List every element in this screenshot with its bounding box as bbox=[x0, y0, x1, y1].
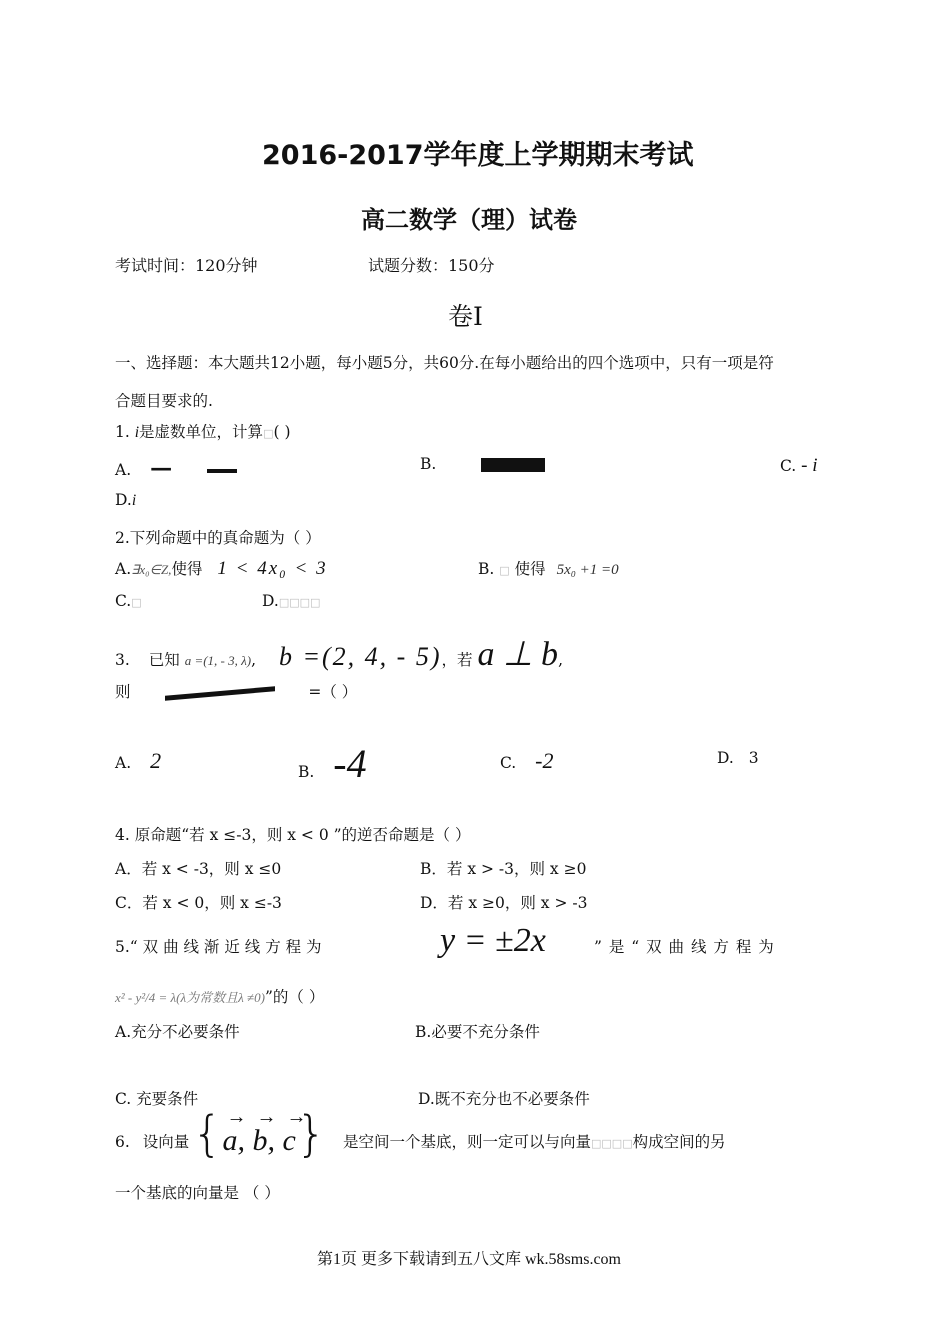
question-5-post: ” 是 “ 双 曲 线 方 程 为 bbox=[594, 938, 775, 956]
q6-right-brace: } bbox=[295, 1106, 327, 1162]
q1-number: 1. bbox=[115, 423, 130, 441]
q3-c-label: C. bbox=[500, 754, 517, 772]
q2-d-label: D. bbox=[262, 592, 279, 610]
q2-option-d bbox=[262, 592, 320, 610]
q4-option-b: B．若 x > -3，则 x ≥0 bbox=[420, 860, 587, 878]
q5-option-d: D.既不充分也不必要条件 bbox=[418, 1090, 590, 1108]
q2-b-mid: 使得 bbox=[514, 560, 546, 578]
q6-comma: , bbox=[237, 1124, 253, 1157]
q3-eq: =（ ） bbox=[308, 683, 358, 701]
q1-d-value: i bbox=[131, 492, 137, 509]
question-1-stem bbox=[115, 420, 291, 442]
q3-then bbox=[115, 680, 357, 702]
q3-tail: , bbox=[558, 651, 563, 669]
q6-set-pre: 设向量 bbox=[142, 1133, 190, 1151]
q5-line2 bbox=[115, 985, 324, 1007]
q5-tail: ”的（ ） bbox=[264, 988, 325, 1006]
q3-option-d bbox=[717, 749, 759, 767]
q3-number: 3. bbox=[115, 651, 130, 669]
q3-then-text: 则 bbox=[115, 683, 131, 701]
formula-placeholder: □ bbox=[131, 596, 142, 609]
q1-d-label: D. bbox=[115, 491, 132, 509]
q2-option-b bbox=[478, 557, 619, 579]
q2-a-pre: ∃x₀∈Z, bbox=[131, 562, 172, 577]
formula-placeholder: □□□□ bbox=[278, 596, 321, 609]
q1-text: 是虚数单位，计算 bbox=[139, 423, 264, 441]
question-4-stem: 4. 原命题“若 x ≤-3，则 x < 0 ”的逆否命题是（ ） bbox=[115, 826, 471, 844]
q2-option-a bbox=[115, 557, 328, 580]
q4-option-d: D．若 x ≥0，则 x > -3 bbox=[420, 894, 588, 912]
q6-line2: 一个基底的向量是 （ ） bbox=[115, 1184, 280, 1202]
q3-b-value: -4 bbox=[333, 741, 367, 786]
exam-title: 2016-2017学年度上学期期末考试 bbox=[262, 140, 694, 171]
q5-equation: y = ±2x bbox=[440, 922, 546, 959]
q3-a-vector: a =(1, - 3, λ) bbox=[184, 653, 252, 668]
q2-c-label: C. bbox=[115, 592, 132, 610]
q2-b-eq: 5x₀ +1 =0 bbox=[556, 562, 619, 578]
exam-time: 考试时间：120分钟 bbox=[115, 256, 258, 275]
q1-option-a bbox=[115, 455, 237, 481]
q6-comma: , bbox=[267, 1124, 283, 1157]
q3-option-a bbox=[115, 748, 161, 774]
q6-vector-a: → a bbox=[223, 1124, 238, 1158]
q3-known: 已知 bbox=[148, 651, 180, 669]
q1-option-c bbox=[780, 455, 818, 477]
formula-placeholder: □ bbox=[499, 564, 510, 577]
q2-a-label: A. bbox=[115, 560, 132, 578]
q6-vector-b: → b bbox=[253, 1124, 268, 1158]
q6-mid-text: 是空间一个基底，则一定可以与向量 bbox=[343, 1133, 592, 1151]
section-instructions-line2: 合题目要求的. bbox=[115, 392, 213, 410]
q2-a-ineq: 1 < 4x₀ < 3 bbox=[217, 558, 328, 579]
question-2-stem: 2.下列命题中的真命题为（ ） bbox=[115, 529, 321, 547]
question-3-stem bbox=[115, 634, 563, 674]
q5-option-c: C. 充要条件 bbox=[115, 1090, 199, 1108]
q3-b-label: B. bbox=[298, 763, 315, 781]
q4-option-c: C．若 x < 0，则 x ≤-3 bbox=[115, 894, 282, 912]
q3-formula-blot bbox=[165, 686, 275, 701]
q3-b-vector: b =(2, 4, - 5) bbox=[278, 642, 442, 671]
q5-option-b: B.必要不充分条件 bbox=[415, 1023, 540, 1041]
q6-mid bbox=[343, 1130, 726, 1152]
q3-if: ，若 bbox=[441, 651, 473, 669]
formula-placeholder: □ bbox=[263, 427, 274, 440]
volume-heading: 卷Ⅰ bbox=[448, 302, 483, 331]
q4-option-a: A．若 x < -3，则 x ≤0 bbox=[115, 860, 282, 878]
q6-vector-set bbox=[192, 1106, 326, 1162]
q1-c-value: - i bbox=[801, 455, 818, 476]
exam-subtitle: 高二数学（理）试卷 bbox=[361, 206, 577, 234]
q1-option-b bbox=[420, 455, 545, 473]
q3-comma: , bbox=[251, 651, 257, 669]
q2-option-c bbox=[115, 592, 142, 610]
q2-a-mid: 使得 bbox=[171, 560, 203, 578]
q1-b-blot bbox=[481, 458, 545, 472]
q5-option-a: A.充分不必要条件 bbox=[115, 1023, 240, 1041]
q1-i: i bbox=[134, 424, 140, 441]
q1-option-d bbox=[115, 491, 136, 510]
q3-c-value: -2 bbox=[535, 748, 554, 773]
section-instructions-line1: 一、选择题：本大题共12小题，每小题5分，共60分.在每小题给出的四个选项中，只有一项是符 bbox=[115, 354, 774, 372]
q2-b-label: B. bbox=[478, 560, 495, 578]
q1-paren: ( ) bbox=[273, 423, 291, 441]
q5-equation-2: x² - y²/4 = λ(λ为常数且λ ≠0) bbox=[115, 990, 265, 1005]
q3-perp: a ⊥ b bbox=[477, 636, 559, 673]
formula-placeholder: □□□□ bbox=[591, 1137, 633, 1150]
q1-a-label: A. bbox=[115, 461, 132, 479]
q1-a-value: — bbox=[150, 455, 173, 481]
q6-left-brace: { bbox=[192, 1106, 223, 1162]
q6-vector-c: → c bbox=[283, 1124, 296, 1158]
q1-c-label: C. bbox=[780, 457, 797, 475]
q1-a-blot bbox=[207, 469, 237, 473]
q3-d-value: 3 bbox=[748, 749, 759, 767]
page-footer: 第1页 更多下载请到五八文库 wk.58sms.com bbox=[317, 1251, 622, 1268]
exam-score: 试题分数：150分 bbox=[368, 256, 495, 275]
q6-end-text: 构成空间的另 bbox=[632, 1133, 726, 1151]
question-6-stem bbox=[115, 1130, 189, 1152]
q3-d-label: D. bbox=[717, 749, 734, 767]
q3-option-c bbox=[500, 748, 554, 774]
q3-option-b bbox=[298, 740, 367, 787]
q3-a-label: A. bbox=[115, 754, 132, 772]
question-5-pre: 5.“ 双 曲 线 渐 近 线 方 程 为 bbox=[115, 938, 322, 956]
q3-a-value: 2 bbox=[150, 748, 162, 773]
q1-b-label: B. bbox=[420, 455, 437, 473]
q6-number: 6. bbox=[115, 1133, 130, 1151]
